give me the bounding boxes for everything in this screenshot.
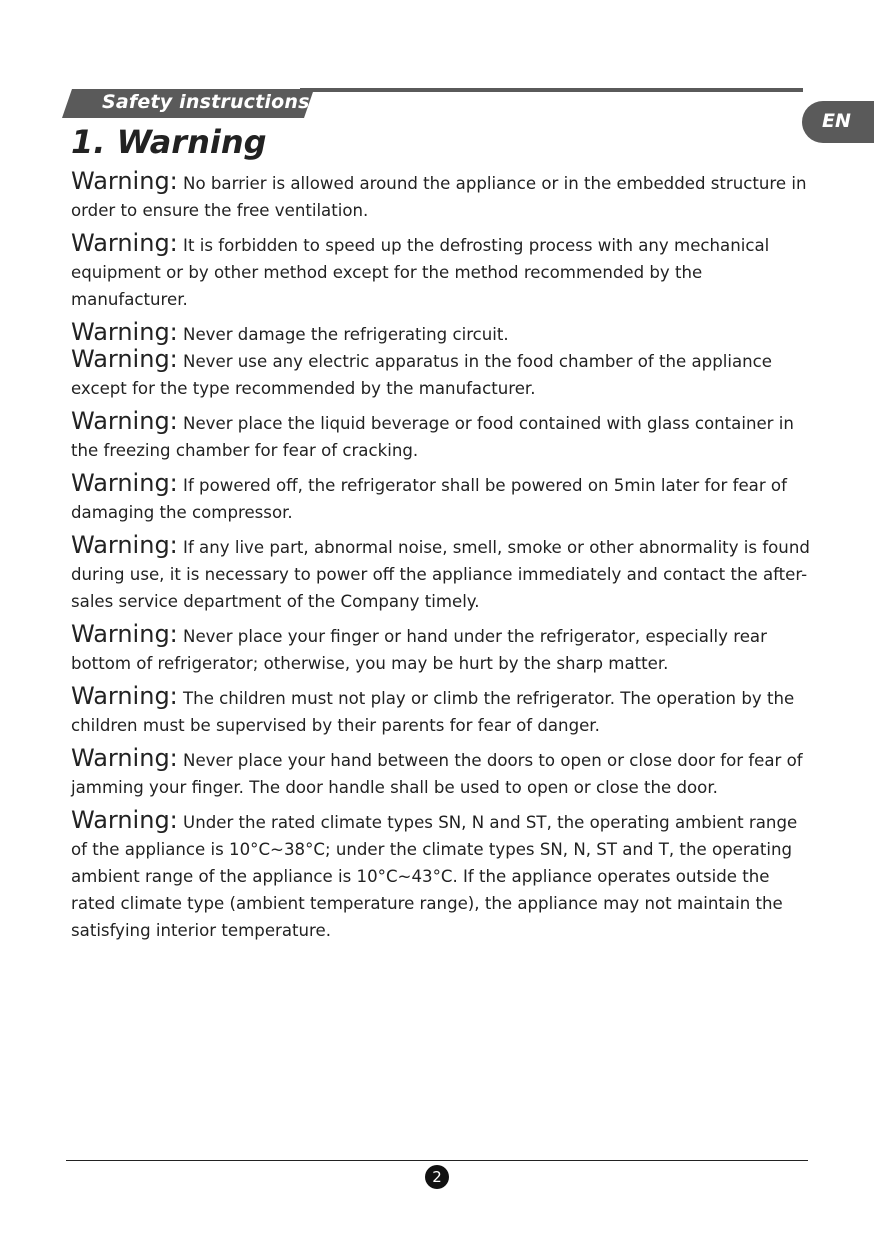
warning-item	[71, 806, 811, 944]
warning-text: Never place your hand between the doors to open or close door for fear of jamming your finger. The door handle shall be used to open or close the door.	[71, 751, 803, 797]
warning-item	[71, 620, 811, 677]
warning-label: Warning:	[71, 806, 178, 834]
warning-text: If powered off, the refrigerator shall be powered on 5min later for fear of damaging the compressor.	[71, 476, 787, 522]
warning-label: Warning:	[71, 167, 178, 195]
header-rule	[300, 88, 803, 92]
footer-rule	[66, 1160, 808, 1161]
warning-label: Warning:	[71, 345, 178, 373]
warning-text: Never place the liquid beverage or food contained with glass container in the freezing chamber for fear of cracking.	[71, 414, 794, 460]
warning-text: No barrier is allowed around the appliance or in the embedded structure in order to ensure the free ventilation.	[71, 174, 807, 220]
warning-label: Warning:	[71, 620, 178, 648]
warning-label: Warning:	[71, 318, 178, 346]
warning-item	[71, 407, 811, 464]
warning-label: Warning:	[71, 531, 178, 559]
warning-text: If any live part, abnormal noise, smell, smoke or other abnormality is found during use, it is necessary to power off the appliance immediately and contact the after-sales service department of the Company timely.	[71, 538, 810, 611]
page-title: 1. Warning	[71, 123, 267, 161]
section-tab-label: Safety instructions	[102, 91, 310, 113]
warning-text: Never use any electric apparatus in the food chamber of the appliance except for the type recommended by the manufacturer.	[71, 352, 772, 398]
warning-item	[71, 229, 811, 313]
warning-item	[71, 318, 811, 348]
warning-list	[71, 167, 811, 952]
warning-label: Warning:	[71, 744, 178, 772]
warning-text: It is forbidden to speed up the defrosting process with any mechanical equipment or by other method except for the method recommended by the manufacturer.	[71, 236, 770, 309]
warning-item	[71, 345, 811, 402]
language-tab-label: EN	[822, 110, 851, 132]
warning-text: Never place your finger or hand under the refrigerator, especially rear bottom of refrigerator; otherwise, you may be hurt by the sharp matter.	[71, 627, 767, 673]
warning-item	[71, 469, 811, 526]
warning-item	[71, 531, 811, 615]
warning-text: Under the rated climate types SN, N and ST, the operating ambient range of the appliance is 10°C~38°C; under the climate types SN, N, ST and T, the operating ambient range of the appliance is 10°C~43°C. If the appliance operates outside the rated climate type (ambient temperature range), the appliance may not maintain the satisfying interior temperature.	[71, 813, 798, 940]
warning-item	[71, 744, 811, 801]
warning-label: Warning:	[71, 407, 178, 435]
warning-label: Warning:	[71, 229, 178, 257]
warning-item	[71, 167, 811, 224]
warning-text: The children must not play or climb the refrigerator. The operation by the children must be supervised by their parents for fear of danger.	[71, 689, 795, 735]
warning-label: Warning:	[71, 682, 178, 710]
warning-label: Warning:	[71, 469, 178, 497]
warning-text: Never damage the refrigerating circuit.	[183, 325, 509, 344]
page-number: 2	[425, 1165, 449, 1189]
warning-item	[71, 682, 811, 739]
